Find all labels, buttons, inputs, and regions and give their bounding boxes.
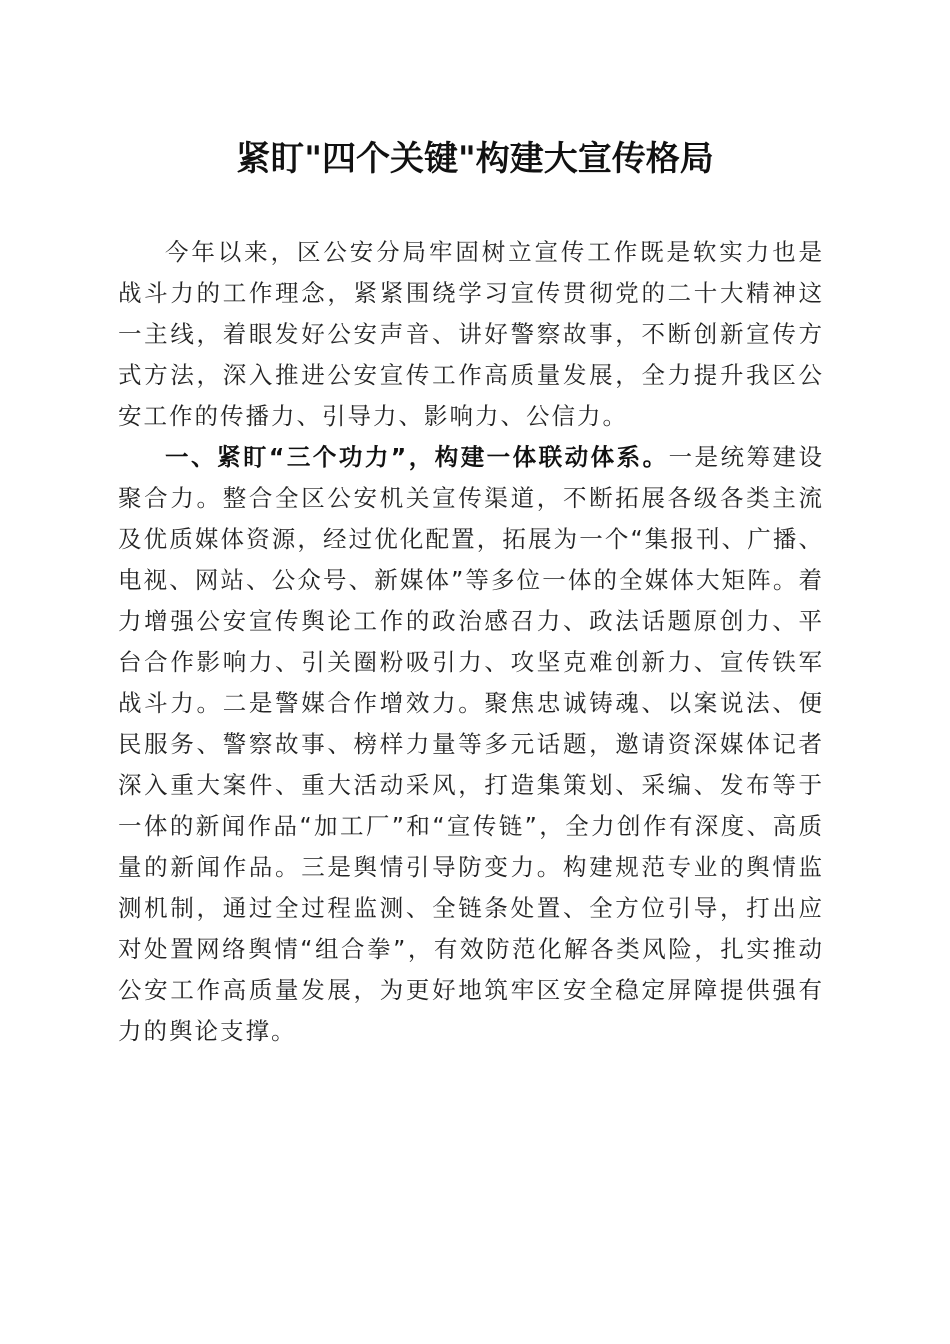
section-1-text: 一是统筹建设聚合力。整合全区公安机关宣传渠道，不断拓展各级各类主流及优质媒体资源，经过优化配置，拓展为一个“集报刊、广播、电视、网站、公众号、新媒体”等多位一体的全媒体大矩阵。着力增强公安宣传舆论工作的政治感召力、政法话题原创力、平台合作影响力、引关圈粉吸引力、攻坚克难创新力、宣传铁军战斗力。二是警媒合作增效力。聚焦忠诚铸魂、以案说法、便民服务、警察故事、榜样力量等多元话题，邀请资深媒体记者深入重大案件、重大活动采风，打造集策划、采编、发布等于一体的新闻作品“加工厂”和“宣传链”，全力创作有深度、高质量的新闻作品。三是舆情引导防变力。构建规范专业的舆情监测机制，通过全过程监测、全链条处置、全方位引导，打出应对处置网络舆情“组合拳”，有效防范化解各类风险，扎实推动公安工作高质量发展，为更好地筑牢区安全稳定屏障提供强有力的舆论支撑。	[118, 443, 824, 1045]
intro-paragraph: 今年以来，区公安分局牢固树立宣传工作既是软实力也是战斗力的工作理念，紧紧围绕学习宣传贯彻党的二十大精神这一主线，着眼发好公安声音、讲好警察故事，不断创新宣传方式方法，深入推进公安宣传工作高质量发展，全力提升我区公安工作的传播力、引导力、影响力、公信力。	[118, 238, 824, 430]
document-body	[118, 232, 824, 1052]
document-title: 紧盯"四个关键"构建大宣传格局	[236, 139, 714, 179]
section-1-heading: 一、紧盯“三个功力”，构建一体联动体系。	[165, 443, 669, 471]
section-1-paragraph	[118, 437, 824, 1052]
